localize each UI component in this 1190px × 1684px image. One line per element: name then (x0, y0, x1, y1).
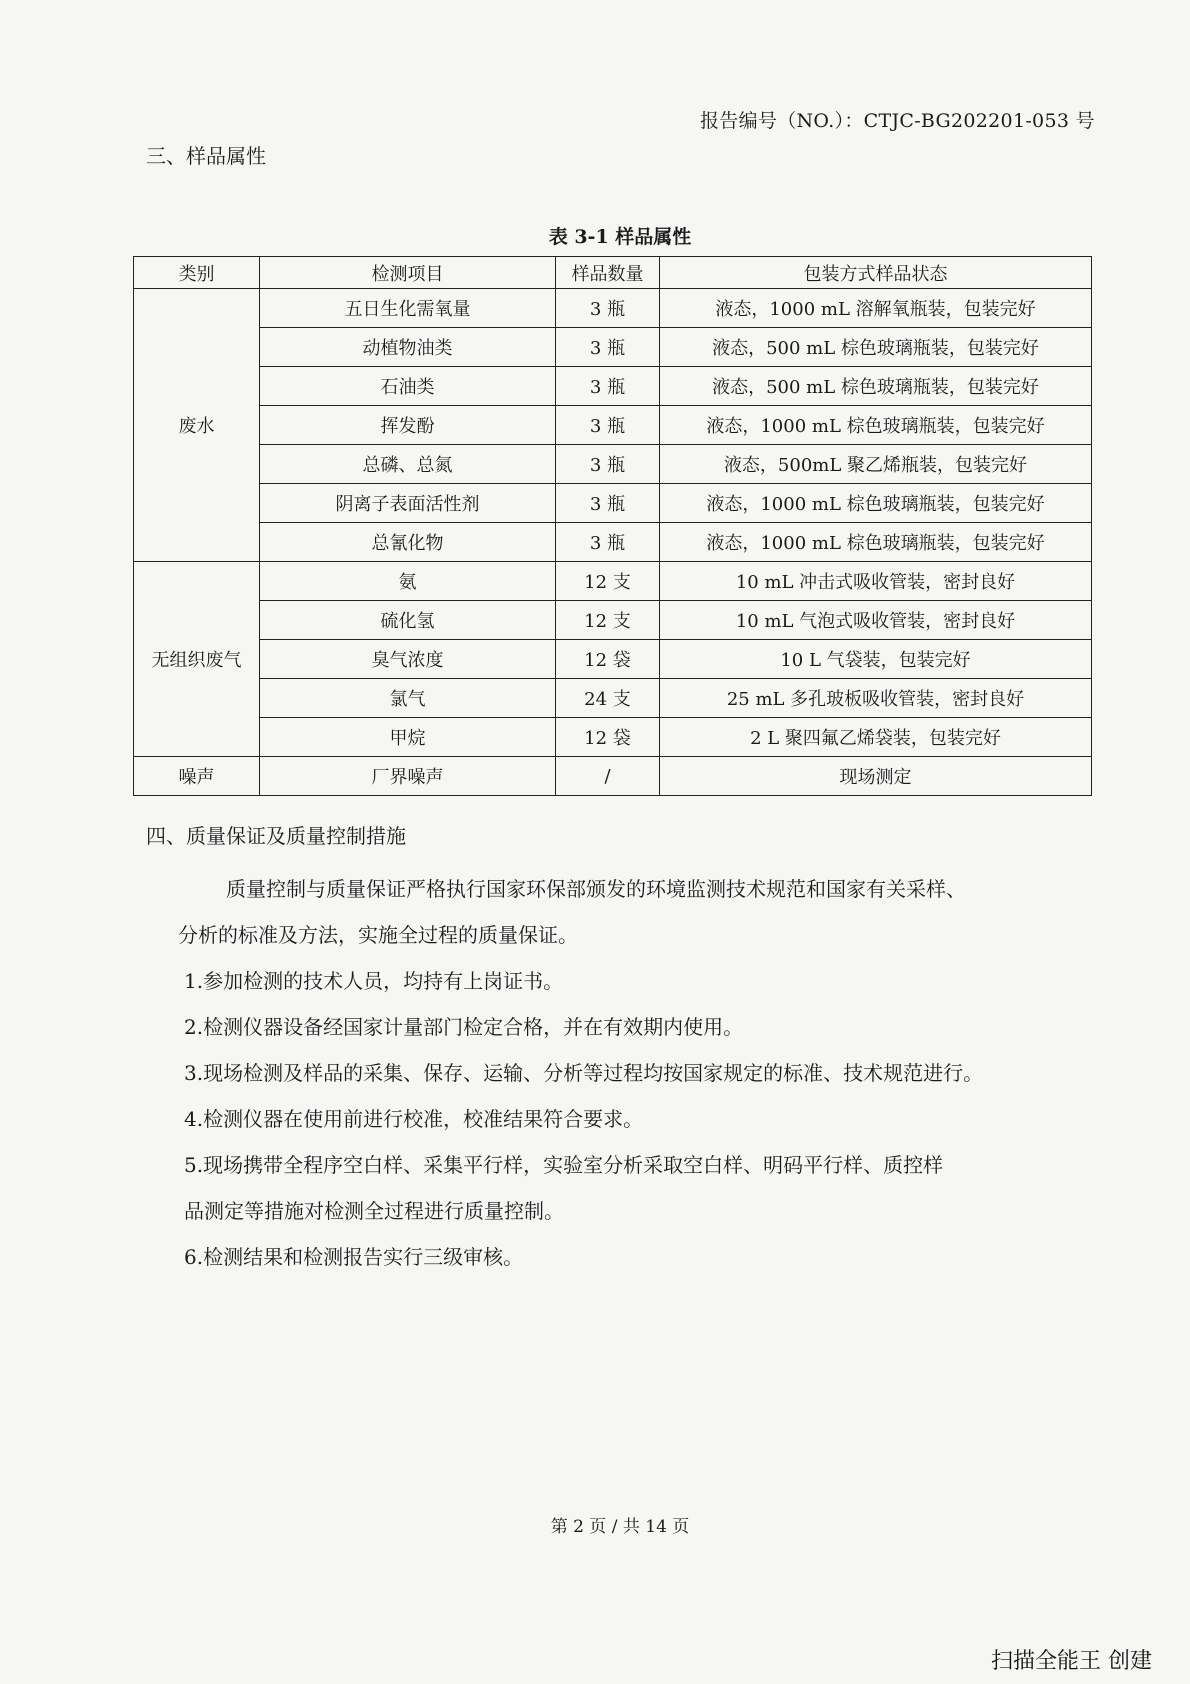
quantity-cell: 3 瓶 (556, 523, 660, 562)
packaging-cell: 液态，1000 mL 溶解氧瓶装，包装完好 (660, 289, 1092, 328)
quantity-cell: 3 瓶 (556, 289, 660, 328)
table-row (134, 523, 1092, 562)
packaging-cell: 液态，1000 mL 棕色玻璃瓶装，包装完好 (660, 523, 1092, 562)
qa-item: 5.现场携带全程序空白样、采集平行样，实验室分析采取空白样、明码平行样、质控样 (184, 1153, 944, 1177)
packaging-cell: 10 mL 冲击式吸收管装，密封良好 (660, 562, 1092, 601)
quantity-cell: 24 支 (556, 679, 660, 718)
packaging-cell: 液态，1000 mL 棕色玻璃瓶装，包装完好 (660, 406, 1092, 445)
qa-paragraph-line: 质量控制与质量保证严格执行国家环保部颁发的环境监测技术规范和国家有关采样、 (226, 877, 966, 901)
packaging-cell: 2 L 聚四氟乙烯袋装，包装完好 (660, 718, 1092, 757)
item-cell: 石油类 (260, 367, 556, 406)
table-row (134, 328, 1092, 367)
qa-item: 6.检测结果和检测报告实行三级审核。 (184, 1245, 524, 1269)
qa-item: 2.检测仪器设备经国家计量部门检定合格，并在有效期内使用。 (184, 1015, 744, 1039)
quantity-cell: 12 支 (556, 562, 660, 601)
quantity-cell: 12 支 (556, 601, 660, 640)
packaging-cell: 10 L 气袋装，包装完好 (660, 640, 1092, 679)
table-row (134, 718, 1092, 757)
header-quantity: 样品数量 (556, 257, 660, 289)
quantity-cell: 12 袋 (556, 718, 660, 757)
packaging-cell: 现场测定 (660, 757, 1092, 796)
packaging-cell: 10 mL 气泡式吸收管装，密封良好 (660, 601, 1092, 640)
qa-item: 品测定等措施对检测全过程进行质量控制。 (184, 1199, 564, 1223)
page-footer: 第 2 页 / 共 14 页 (550, 1517, 690, 1537)
item-cell: 总磷、总氮 (260, 445, 556, 484)
packaging-cell: 液态，500mL 聚乙烯瓶装，包装完好 (660, 445, 1092, 484)
table-row (134, 367, 1092, 406)
qa-paragraph-line: 分析的标准及方法，实施全过程的质量保证。 (178, 923, 578, 947)
quantity-cell: 3 瓶 (556, 367, 660, 406)
item-cell: 五日生化需氧量 (260, 289, 556, 328)
scanner-watermark: 扫描全能王 创建 (991, 1649, 1152, 1674)
table-row (134, 562, 1092, 601)
table-row (134, 406, 1092, 445)
quantity-cell: 3 瓶 (556, 406, 660, 445)
table-row (134, 640, 1092, 679)
category-cell: 噪声 (134, 757, 260, 796)
item-cell: 厂界噪声 (260, 757, 556, 796)
quantity-cell: 3 瓶 (556, 484, 660, 523)
packaging-cell: 25 mL 多孔玻板吸收管装，密封良好 (660, 679, 1092, 718)
item-cell: 总氰化物 (260, 523, 556, 562)
header-category: 类别 (134, 257, 260, 289)
table-header-row (134, 257, 1092, 289)
item-cell: 甲烷 (260, 718, 556, 757)
report-number: 报告编号（NO.）：CTJC-BG202201-053 号 (700, 110, 1095, 132)
qa-paragraph (178, 866, 1078, 958)
quantity-cell: 3 瓶 (556, 445, 660, 484)
item-cell: 氨 (260, 562, 556, 601)
table-caption: 表 3-1 样品属性 (548, 226, 692, 248)
qa-item: 1.参加检测的技术人员，均持有上岗证书。 (184, 969, 564, 993)
item-cell: 臭气浓度 (260, 640, 556, 679)
qa-item: 4.检测仪器在使用前进行校准，校准结果符合要求。 (184, 1107, 644, 1131)
item-cell: 挥发酚 (260, 406, 556, 445)
table-row (134, 601, 1092, 640)
sample-properties-table (133, 256, 1092, 796)
quantity-cell: 12 袋 (556, 640, 660, 679)
category-cell: 废水 (134, 289, 260, 562)
packaging-cell: 液态，500 mL 棕色玻璃瓶装，包装完好 (660, 367, 1092, 406)
category-cell: 无组织废气 (134, 562, 260, 757)
section-3-title: 三、样品属性 (146, 144, 266, 168)
item-cell: 氯气 (260, 679, 556, 718)
quantity-cell: 3 瓶 (556, 328, 660, 367)
table-row (134, 289, 1092, 328)
table-row (134, 484, 1092, 523)
item-cell: 硫化氢 (260, 601, 556, 640)
qa-item: 3.现场检测及样品的采集、保存、运输、分析等过程均按国家规定的标准、技术规范进行。 (184, 1061, 984, 1085)
quantity-cell: / (556, 757, 660, 796)
item-cell: 动植物油类 (260, 328, 556, 367)
table-row (134, 757, 1092, 796)
table-row (134, 679, 1092, 718)
header-item: 检测项目 (260, 257, 556, 289)
section-4-title: 四、质量保证及质量控制措施 (146, 824, 406, 848)
packaging-cell: 液态，1000 mL 棕色玻璃瓶装，包装完好 (660, 484, 1092, 523)
packaging-cell: 液态，500 mL 棕色玻璃瓶装，包装完好 (660, 328, 1092, 367)
table-row (134, 445, 1092, 484)
item-cell: 阴离子表面活性剂 (260, 484, 556, 523)
header-packaging: 包装方式样品状态 (660, 257, 1092, 289)
